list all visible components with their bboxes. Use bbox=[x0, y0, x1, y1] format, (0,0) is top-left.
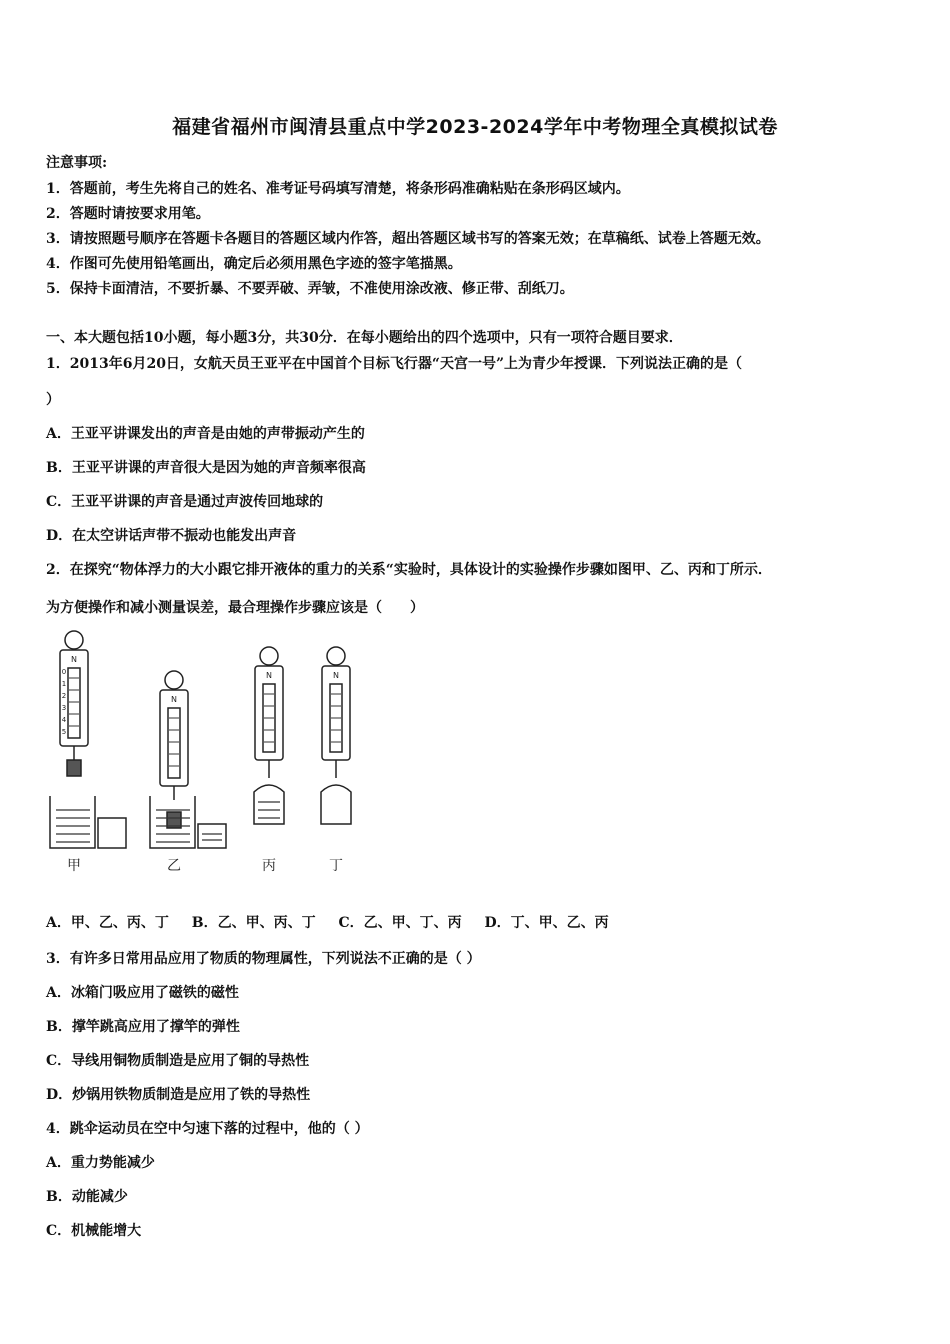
section-heading: 一、本大题包括10小题，每小题3分，共30分．在每小题给出的四个选项中，只有一项符合题目要求． bbox=[46, 330, 683, 346]
page-title: 福建省福州市闽清县重点中学2023-2024学年中考物理全真模拟试卷 bbox=[172, 116, 778, 138]
option-a: A．甲、乙、丙、丁 bbox=[46, 915, 169, 931]
scale-letter: N bbox=[266, 671, 272, 680]
option-c: C．王亚平讲课的声音是通过声波传回地球的 bbox=[46, 494, 324, 510]
scale-tick-label: 5 bbox=[61, 728, 67, 736]
scale-letter: N bbox=[333, 671, 339, 680]
note-item: 3．请按照题号顺序在答题卡各题目的答题区域内作答，超出答题区域书写的答案无效；在草稿纸、试卷上答题无效。 bbox=[46, 231, 770, 247]
figure-label-yi: 乙 bbox=[167, 858, 181, 874]
question-stem-cont: 为方便操作和减小测量误差，最合理操作步骤应该是（ ） bbox=[46, 600, 424, 616]
option-d: D．丁、甲、乙、丙 bbox=[484, 915, 609, 931]
option-b: B．乙、甲、丙、丁 bbox=[191, 915, 316, 931]
option-b: B．王亚平讲课的声音很大是因为她的声音频率很高 bbox=[46, 460, 366, 476]
option-d: D．在太空讲话声带不振动也能发出声音 bbox=[46, 528, 297, 544]
question-stem: 3．有许多日常用品应用了物质的物理属性，下列说法不正确的是（ ） bbox=[46, 951, 481, 967]
scale-tick-label: 1 bbox=[61, 680, 67, 688]
scale-tick-label: 4 bbox=[61, 716, 67, 724]
option-d: D．炒锅用铁物质制造是应用了铁的导热性 bbox=[46, 1087, 311, 1103]
scale-tick-label: 0 bbox=[61, 668, 67, 676]
spring-scale-figure bbox=[40, 628, 370, 884]
option-c: C．乙、甲、丁、丙 bbox=[338, 915, 462, 931]
option-c: C．导线用铜物质制造是应用了铜的导热性 bbox=[46, 1053, 310, 1069]
spring-scale-jia bbox=[50, 631, 126, 848]
option-a: A．冰箱门吸应用了磁铁的磁性 bbox=[46, 985, 239, 1001]
figure-label-ding: 丁 bbox=[329, 858, 343, 874]
option-a: A．王亚平讲课发出的声音是由她的声带振动产生的 bbox=[46, 426, 365, 442]
option-a: A．重力势能减少 bbox=[46, 1155, 155, 1171]
scale-letter: N bbox=[71, 655, 77, 664]
option-b: B．动能减少 bbox=[46, 1189, 128, 1205]
scale-letter: N bbox=[171, 695, 177, 704]
figure-label-bing: 丙 bbox=[262, 858, 276, 874]
question-stem-cont: ） bbox=[46, 392, 60, 408]
option-c: C．机械能增大 bbox=[46, 1223, 142, 1239]
note-item: 5．保持卡面清洁，不要折暴、不要弄破、弄皱，不准使用涂改液、修正带、刮纸刀。 bbox=[46, 281, 574, 297]
note-item: 2．答题时请按要求用笔。 bbox=[46, 206, 210, 222]
notes-heading: 注意事项: bbox=[46, 155, 108, 171]
q2-options bbox=[46, 912, 627, 932]
option-b: B．撑竿跳高应用了撑竿的弹性 bbox=[46, 1019, 240, 1035]
note-item: 1．答题前，考生先将自己的姓名、准考证号码填写清楚，将条形码准确粘贴在条形码区域内。 bbox=[46, 181, 630, 197]
question-stem: 2．在探究“物体浮力的大小跟它排开液体的重力的关系“实验时，具体设计的实验操作步骤如图甲、乙、丙和丁所示． bbox=[46, 562, 772, 578]
figure-label-jia: 甲 bbox=[67, 858, 81, 874]
scale-tick-label: 3 bbox=[61, 704, 67, 712]
scale-tick-label: 2 bbox=[61, 692, 67, 700]
spring-scale-yi bbox=[150, 671, 226, 848]
question-stem: 4．跳伞运动员在空中匀速下落的过程中，他的（ ） bbox=[46, 1121, 369, 1137]
note-item: 4．作图可先使用铅笔画出，确定后必须用黑色字迹的签字笔描黑。 bbox=[46, 256, 462, 272]
question-stem: 1．2013年6月20日，女航天员王亚平在中国首个目标飞行器“天宫一号”上为青少年授课．下列说法正确的是（ bbox=[46, 356, 743, 372]
